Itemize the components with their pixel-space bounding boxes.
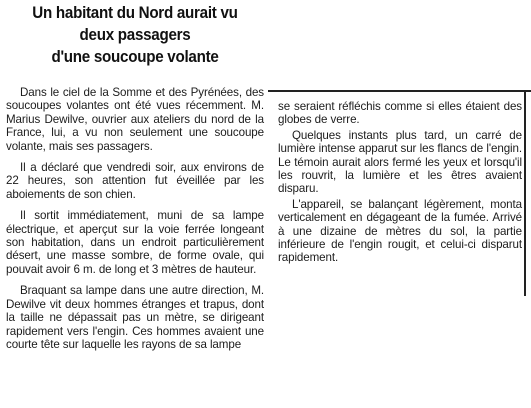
article-column-right [278, 100, 522, 267]
paragraph-4: Braquant sa lampe dans une autre direction, M. Dewilve vit deux hommes étranges et trapus, dont la taille ne dépassait pas un mètre, se dirigeant rapidement vers l'engin. Ces hommes avaient une courte tête sur laquelle les rayons de sa lampe [6, 284, 264, 351]
headline-line-2: deux passagers [79, 26, 191, 44]
headline [14, 2, 255, 68]
headline-line-1: Un habitant du Nord aurait vu [32, 4, 238, 22]
paragraph-1: Dans le ciel de la Somme et des Pyrénées, des soucoupes volantes ont été vues récemment. M. Marius Dewilve, ouvrier aux ateliers du nord de la France, lui, a vu non seulement une soucoupe volante, mais ses passagers. [6, 86, 264, 153]
paragraph-2: Il a déclaré que vendredi soir, aux environs de 22 heures, son attention fut éveillée par les aboiements de son chien. [6, 161, 264, 201]
paragraph-5: se seraient réfléchis comme si elles étaient des globes de verre. [278, 100, 522, 127]
article-column-left [6, 86, 264, 359]
paragraph-6: Quelques instants plus tard, un carré de lumière intense apparut sur les flancs de l'engin. Le témoin aurait alors fermé les yeux et lorsqu'il les rouvrit, la lumière et les êtres avaient disparu. [278, 128, 522, 196]
column-right-rule [524, 90, 526, 296]
column-top-rule [268, 90, 531, 92]
headline-line-3: d'une soucoupe volante [51, 48, 219, 66]
paragraph-7: L'appareil, se balançant légèrement, monta verticalement en dégageant de la fumée. Arrivé à une dizaine de mètres du sol, la partie inférieure de l'engin rougit, et celui-ci disparut rapidement. [278, 197, 522, 265]
paragraph-3: Il sortit immédiatement, muni de sa lampe électrique, et aperçut sur la voie ferrée longeant son habitation, dans un endroit particulièrement désert, une masse sombre, de forme ovale, qui pouvait avoir 6 m. de long et 3 mètres de hauteur. [6, 209, 264, 276]
